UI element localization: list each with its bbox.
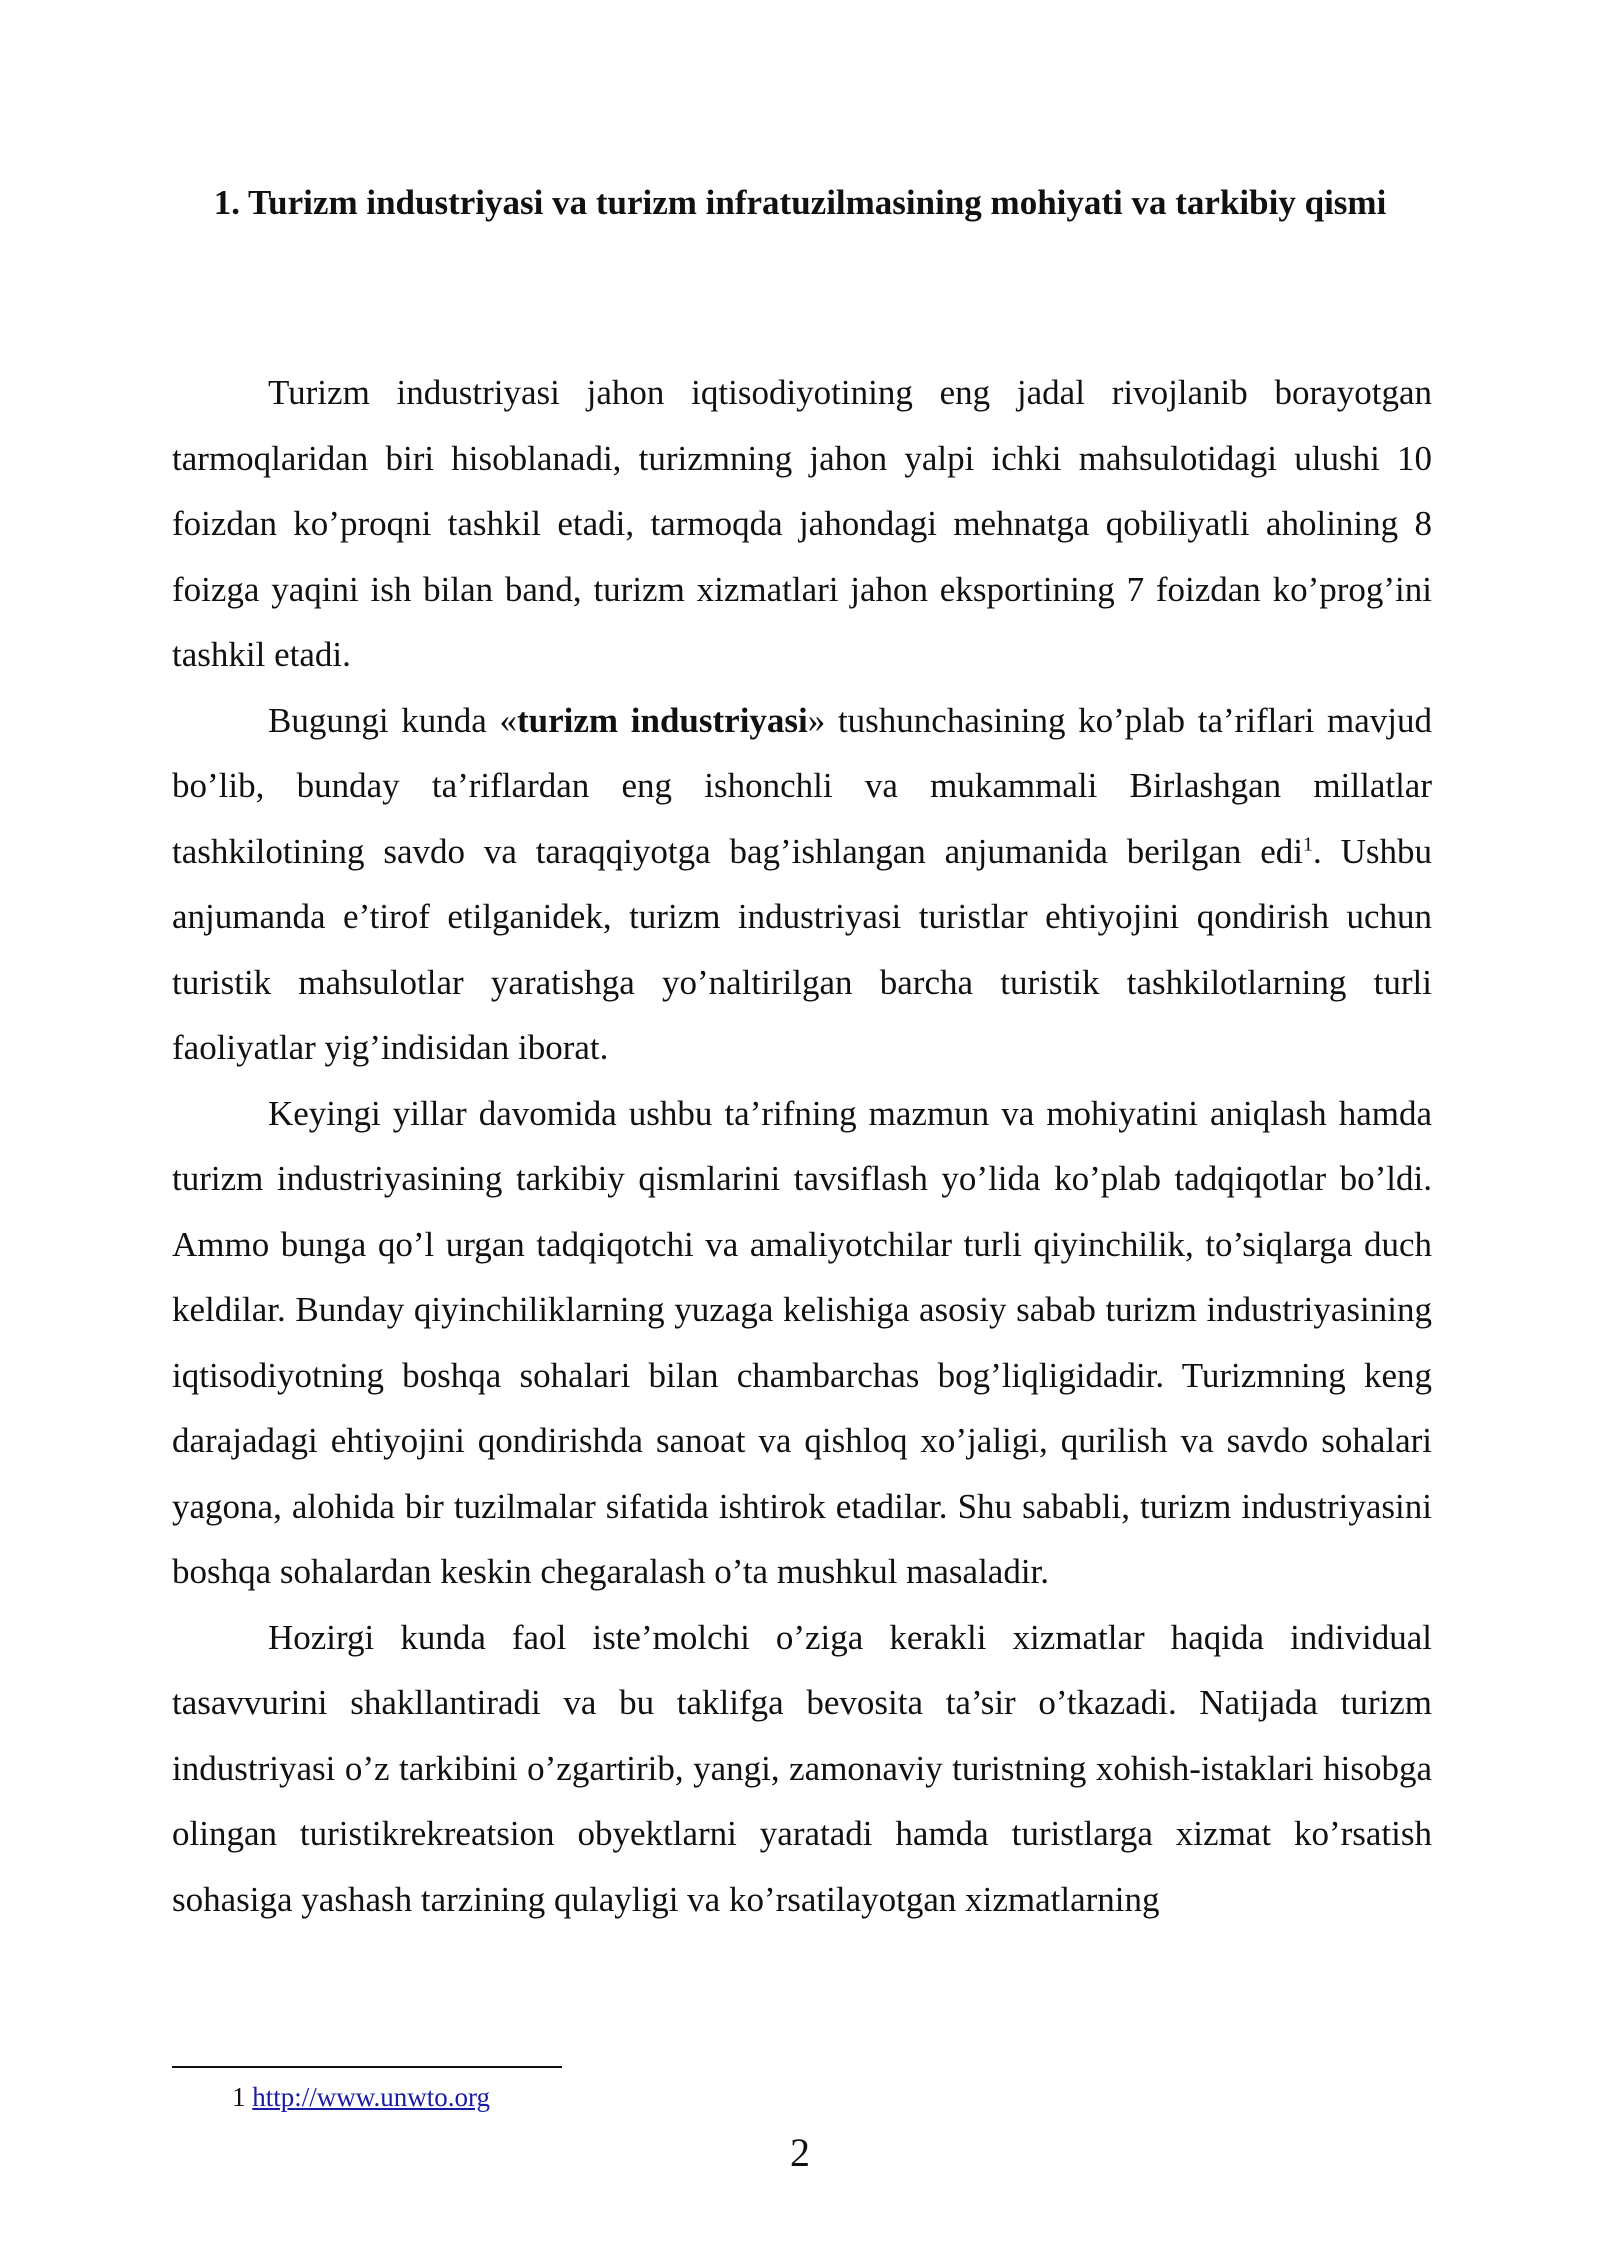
bold-term: turizm industriyasi <box>517 700 808 740</box>
footnote-link[interactable]: http://www.unwto.org <box>252 2082 491 2112</box>
paragraph-3: Keyingi yillar davomida ushbu ta’rifning mazmun va mohiyatini aniqlash hamda turizm industriyasining tarkibiy qismlarini tavsiflash yo’lida ko’plab tadqiqotlar bo’ldi. Ammo bunga qo’l urgan tadqiqotchi va amaliyotchilar turli qiyinchilik, to’siqlarga duch keldilar. Bunday qiyinchiliklarning yuzaga kelishiga asosiy sabab turizm industriyasining iqtisodiyotning boshqa sohalari bilan chambarchas bog’liqligidadir. Turizmning keng darajadagi ehtiyojini qondirishda sanoat va qishloq xo’jaligi, qurilish va savdo sohalari yagona, alohida bir tuzilmalar sifatida ishtirok etadilar. Shu sababli, turizm industriyasini boshqa sohalardan keskin chegaralash o’ta mushkul masaladir. <box>172 1093 1432 1591</box>
paragraph-4: Hozirgi kunda faol iste’molchi o’ziga kerakli xizmatlar haqida individual tasavvurini shakllantiradi va bu taklifga bevosita ta’sir o’tkazadi. Natijada turizm industriyasi o’z tarkibini o’zgartirib, yangi, zamonaviy turistning xohish-istaklari hisobga olingan turistikrekreatsion obyektlarni yaratadi hamda turistlarga xizmat ko’rsatish sohasiga yashash tarzining qulayligi va ko’rsatilayotgan xizmatlarning <box>172 1617 1432 1919</box>
paragraph-2-text-b: » tushunchasining ko’plab ta’riflari mavjud bo’lib, bunday ta’riflardan eng ishonchli va mukammali Birlashgan millatlar tashkilotining savdo va taraqqiyotga bag’ishlangan anjumanida berilgan edi <box>172 700 1433 871</box>
paragraph-2-text-c: . Ushbu anjumanda e’tirof etilganidek, turizm industriyasi turistlar ehtiyojini qondirish uchun turistik mahsulotlar yaratishga yo’naltirilgan barcha turistik tashkilotlarning turli faoliyatlar yig’indisidan iborat. <box>172 831 1432 1067</box>
footnote-separator <box>172 2066 562 2068</box>
paragraph-2-text-a: Bugungi kunda « <box>268 700 517 740</box>
paragraph-2 <box>172 688 1432 1081</box>
section-heading: 1. Turizm industriyasi va turizm infratuzilmasining mohiyati va tarkibiy qismi <box>213 183 1387 222</box>
footnote-reference[interactable]: 1 <box>1303 832 1313 855</box>
page-number: 2 <box>790 2130 810 2175</box>
paragraph-1: Turizm industriyasi jahon iqtisodiyotining eng jadal rivojlanib borayotgan tarmoqlaridan biri hisoblanadi, turizmning jahon yalpi ichki mahsulotidagi ulushi 10 foizdan ko’proqni tashkil etadi, tarmoqda jahondagi mehnatga qobiliyatli aholining 8 foizga yaqini ish bilan band, turizm xizmatlari jahon eksportining 7 foizdan ko’prog’ini tashkil etadi. <box>172 373 1432 674</box>
body-text <box>172 360 1432 1932</box>
footnote-number: 1 <box>232 2082 246 2112</box>
footnote <box>232 2080 490 2114</box>
